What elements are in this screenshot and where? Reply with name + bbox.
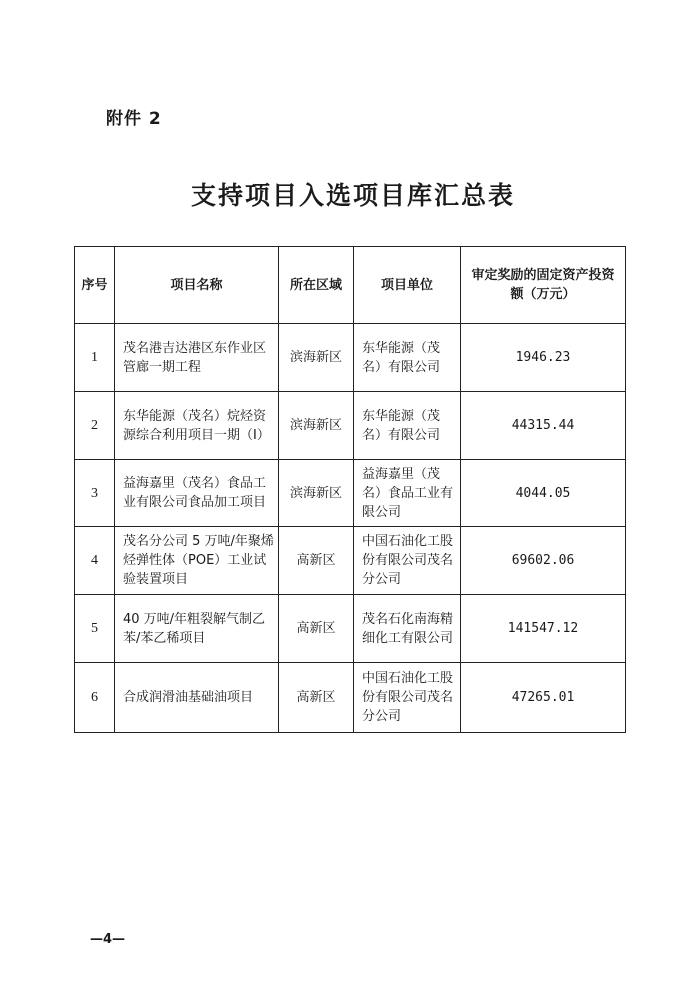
cell-no: 3 bbox=[75, 460, 115, 527]
cell-no: 1 bbox=[75, 324, 115, 392]
cell-unit: 中国石油化工股份有限公司茂名分公司 bbox=[354, 527, 461, 595]
header-no: 序号 bbox=[75, 247, 115, 324]
cell-name: 合成润滑油基础油项目 bbox=[115, 663, 279, 733]
table-row bbox=[75, 663, 626, 733]
cell-amount: 47265.01 bbox=[461, 663, 626, 733]
page-number: —4— bbox=[90, 932, 126, 947]
cell-region: 滨海新区 bbox=[279, 460, 354, 527]
cell-amount: 44315.44 bbox=[461, 392, 626, 460]
cell-name: 东华能源（茂名）烷烃资源综合利用项目一期（Ⅰ） bbox=[115, 392, 279, 460]
cell-no: 5 bbox=[75, 595, 115, 663]
page-title: 支持项目入选项目库汇总表 bbox=[190, 181, 515, 210]
cell-amount: 1946.23 bbox=[461, 324, 626, 392]
cell-amount: 4044.05 bbox=[461, 460, 626, 527]
cell-unit: 中国石油化工股份有限公司茂名分公司 bbox=[354, 663, 461, 733]
header-region: 所在区域 bbox=[279, 247, 354, 324]
cell-region: 高新区 bbox=[279, 663, 354, 733]
cell-region: 高新区 bbox=[279, 527, 354, 595]
table-row bbox=[75, 460, 626, 527]
cell-amount: 69602.06 bbox=[461, 527, 626, 595]
cell-no: 4 bbox=[75, 527, 115, 595]
cell-region: 高新区 bbox=[279, 595, 354, 663]
cell-name: 茂名分公司 5 万吨/年聚烯烃弹性体（POE）工业试验装置项目 bbox=[115, 527, 279, 595]
header-amount: 审定奖励的固定资产投资额（万元） bbox=[461, 247, 626, 324]
cell-unit: 东华能源（茂名）有限公司 bbox=[354, 324, 461, 392]
summary-table bbox=[74, 246, 626, 733]
header-name: 项目名称 bbox=[115, 247, 279, 324]
cell-no: 6 bbox=[75, 663, 115, 733]
cell-region: 滨海新区 bbox=[279, 324, 354, 392]
cell-name: 益海嘉里（茂名）食品工业有限公司食品加工项目 bbox=[115, 460, 279, 527]
cell-unit: 东华能源（茂名）有限公司 bbox=[354, 392, 461, 460]
cell-no: 2 bbox=[75, 392, 115, 460]
cell-unit: 茂名石化南海精细化工有限公司 bbox=[354, 595, 461, 663]
cell-name: 茂名港吉达港区东作业区管廊一期工程 bbox=[115, 324, 279, 392]
cell-name: 40 万吨/年粗裂解气制乙苯/苯乙稀项目 bbox=[115, 595, 279, 663]
table-row bbox=[75, 392, 626, 460]
cell-amount: 141547.12 bbox=[461, 595, 626, 663]
table-row bbox=[75, 595, 626, 663]
table-row bbox=[75, 324, 626, 392]
cell-unit: 益海嘉里（茂名）食品工业有限公司 bbox=[354, 460, 461, 527]
table-row bbox=[75, 527, 626, 595]
header-unit: 项目单位 bbox=[354, 247, 461, 324]
cell-region: 滨海新区 bbox=[279, 392, 354, 460]
attachment-label: 附件 2 bbox=[106, 109, 162, 129]
table-header-row bbox=[75, 247, 626, 324]
